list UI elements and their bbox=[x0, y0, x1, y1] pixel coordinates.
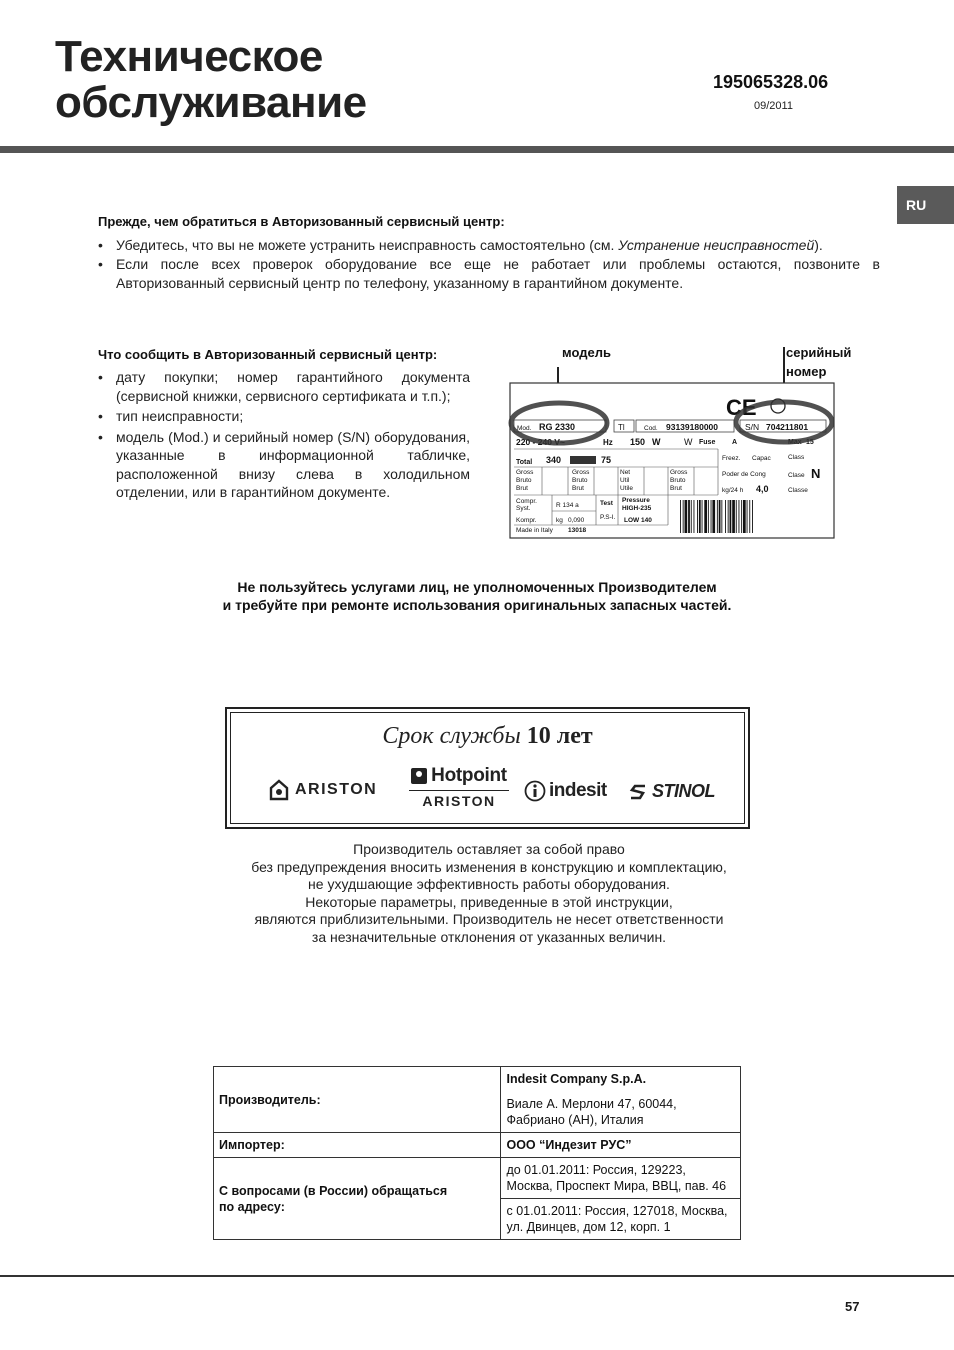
svg-text:220 - 240 V~: 220 - 240 V~ bbox=[516, 437, 565, 447]
page-number: 57 bbox=[845, 1299, 860, 1314]
serial-number: 704211801 bbox=[766, 422, 809, 432]
manufacturer-label: Производитель: bbox=[214, 1067, 501, 1133]
svg-text:Made in Italy: Made in Italy bbox=[516, 527, 553, 534]
list-item: • модель (Mod.) и серийный номер (S/N) оборудования, указанные в информационной табличке, расположенной внизу слева в холодильном отделении, или в гарантийном документе. bbox=[98, 428, 470, 502]
warning-line-1: Не пользуйтесь услугами лиц, не уполномоченных Производителем bbox=[237, 579, 717, 595]
service-life-title: Срок службы 10 лет bbox=[382, 723, 593, 749]
product-code: 93139180000 bbox=[666, 422, 719, 432]
model-callout-label: модель bbox=[562, 345, 611, 360]
manufacturer-value: Indesit Company S.p.A. Виале А. Мерлони 47, 60044, Фабриано (АН), Италия bbox=[501, 1067, 741, 1133]
svg-text:75: 75 bbox=[601, 455, 612, 465]
spare-parts-warning bbox=[140, 578, 814, 614]
page-title bbox=[55, 34, 367, 126]
svg-text:Mod.: Mod. bbox=[517, 425, 532, 432]
header-divider bbox=[0, 146, 954, 153]
svg-text:Fuse: Fuse bbox=[699, 439, 716, 446]
svg-text:Max: Max bbox=[788, 439, 802, 446]
title-line-2: обслуживание bbox=[55, 78, 367, 127]
svg-text:15: 15 bbox=[806, 439, 814, 446]
warning-line-2: и требуйте при ремонте использования оригинальных запасных частей. bbox=[222, 597, 732, 613]
stinol-s-icon bbox=[629, 783, 649, 801]
list-item: • Если после всех проверок оборудование все еще не работает или проблемы остаются, позвоните в Авторизованный сервисный центр по телефону, указанному в гарантийном документе. bbox=[98, 255, 880, 293]
svg-text:0,090: 0,090 bbox=[568, 517, 585, 524]
importer-value: ООО “Индезит РУС” bbox=[501, 1133, 741, 1158]
before-contact-section bbox=[98, 213, 880, 293]
table-row bbox=[214, 1133, 741, 1158]
service-life-box bbox=[225, 707, 750, 829]
svg-text:Clase: Clase bbox=[788, 472, 805, 479]
svg-text:340: 340 bbox=[546, 455, 562, 465]
svg-text:W: W bbox=[652, 437, 661, 447]
svg-text:Total: Total bbox=[516, 459, 533, 466]
list-item: • тип неисправности; bbox=[98, 407, 470, 426]
svg-text:Test: Test bbox=[600, 500, 613, 507]
list-item: • дату покупки; номер гарантийного документа (сервисной книжки, сервисного сертификата и т.п.); bbox=[98, 368, 470, 405]
importer-label: Импортер: bbox=[214, 1133, 501, 1158]
before-contact-list bbox=[98, 236, 880, 293]
svg-text:Compr.: Compr. bbox=[516, 498, 537, 505]
svg-text:Syst.: Syst. bbox=[516, 505, 531, 512]
svg-text:Classe: Classe bbox=[788, 487, 808, 494]
svg-text:P.S-I.: P.S-I. bbox=[600, 514, 616, 521]
indesit-logo: indesit bbox=[524, 780, 607, 802]
report-info-list bbox=[98, 368, 470, 502]
serial-callout-label-1: серийный bbox=[786, 345, 852, 360]
svg-text:Bruto: Bruto bbox=[670, 477, 686, 484]
svg-text:4,0: 4,0 bbox=[756, 484, 769, 494]
svg-text:Gross: Gross bbox=[572, 469, 590, 476]
svg-text:N: N bbox=[811, 466, 821, 481]
stinol-logo: STINOL bbox=[629, 781, 715, 802]
list-item: • Убедитесь, что вы не можете устранить неисправность самостоятельно (см. Устранение неисправностей). bbox=[98, 236, 880, 255]
svg-text:Utile: Utile bbox=[620, 485, 634, 492]
indesit-i-icon bbox=[524, 780, 546, 802]
svg-text:S/N: S/N bbox=[745, 422, 760, 432]
title-line-1: Техническое bbox=[55, 32, 323, 81]
svg-text:Cod.: Cod. bbox=[644, 425, 658, 432]
document-date: 09/2011 bbox=[754, 100, 793, 112]
ce-mark: CE bbox=[726, 395, 757, 420]
svg-text:Bruto: Bruto bbox=[572, 477, 588, 484]
svg-text:Brut: Brut bbox=[572, 485, 584, 492]
table-row bbox=[214, 1158, 741, 1199]
svg-text:Capac: Capac bbox=[752, 455, 771, 462]
serial-callout-label-2: номер bbox=[786, 364, 827, 379]
report-info-section bbox=[98, 346, 470, 502]
report-info-heading: Что сообщить в Авторизованный сервисный центр: bbox=[98, 347, 438, 362]
document-number: 195065328.06 bbox=[713, 72, 829, 92]
address-before-2011: до 01.01.2011: Россия, 129223, Москва, Проспект Мира, ВВЦ, пав. 46 bbox=[501, 1158, 741, 1199]
hotpoint-ariston-logo: Hotpoint ARISTON bbox=[405, 765, 513, 809]
svg-text:Pressure: Pressure bbox=[622, 497, 650, 504]
svg-text:kg: kg bbox=[556, 517, 563, 524]
svg-text:Poder de Cong: Poder de Cong bbox=[722, 471, 766, 478]
svg-text:Brut: Brut bbox=[516, 485, 528, 492]
troubleshooting-reference: Устранение неисправностей bbox=[618, 237, 815, 253]
contact-label: С вопросами (в России) обращаться по адресу: bbox=[214, 1158, 501, 1240]
svg-text:Brut: Brut bbox=[670, 485, 682, 492]
svg-text:Class: Class bbox=[788, 454, 805, 461]
svg-text:Tl: Tl bbox=[618, 423, 625, 432]
svg-text:Hz: Hz bbox=[603, 438, 613, 447]
svg-text:150: 150 bbox=[630, 437, 646, 447]
rating-plate-figure bbox=[508, 343, 852, 543]
address-after-2011: с 01.01.2011: Россия, 127018, Москва, ул. Двинцев, дом 12, корп. 1 bbox=[501, 1199, 741, 1240]
ariston-house-icon bbox=[269, 779, 289, 801]
hotpoint-icon bbox=[411, 768, 427, 784]
svg-text:W: W bbox=[684, 437, 693, 447]
svg-text:Gross: Gross bbox=[516, 469, 534, 476]
svg-text:Kompr.: Kompr. bbox=[516, 517, 537, 524]
svg-text:13018: 13018 bbox=[568, 527, 587, 534]
svg-text:HIGH-235: HIGH-235 bbox=[622, 505, 652, 512]
svg-text:Gross: Gross bbox=[670, 469, 688, 476]
manufacturer-disclaimer: Производитель оставляет за собой право без предупреждения вносить изменения в конструкцию и комплектацию, не ухудшающие эффективность работы оборудования. Некоторые параметры, приведенные в этой инструкции, являются приблизительными. Производитель не несет ответственности за незначительные отклонения от указанных величин. bbox=[251, 841, 727, 945]
svg-text:Freez.: Freez. bbox=[722, 455, 741, 462]
svg-text:Bruto: Bruto bbox=[516, 477, 532, 484]
footer-divider bbox=[0, 1275, 954, 1277]
svg-text:Net: Net bbox=[620, 469, 631, 476]
svg-text:kg/24 h: kg/24 h bbox=[722, 487, 744, 494]
svg-text:A: A bbox=[732, 439, 738, 446]
rating-plate-svg bbox=[508, 343, 852, 543]
model-number: RG 2330 bbox=[539, 422, 576, 432]
table-row bbox=[214, 1067, 741, 1133]
ariston-logo: ARISTON bbox=[269, 779, 377, 801]
svg-text:R 134 a: R 134 a bbox=[556, 502, 579, 509]
before-contact-heading: Прежде, чем обратиться в Авторизованный сервисный центр: bbox=[98, 214, 505, 229]
language-tab: RU bbox=[897, 186, 954, 224]
svg-text:Util: Util bbox=[620, 477, 630, 484]
svg-text:LOW 140: LOW 140 bbox=[624, 517, 652, 524]
manufacturer-info-table bbox=[213, 1066, 741, 1240]
